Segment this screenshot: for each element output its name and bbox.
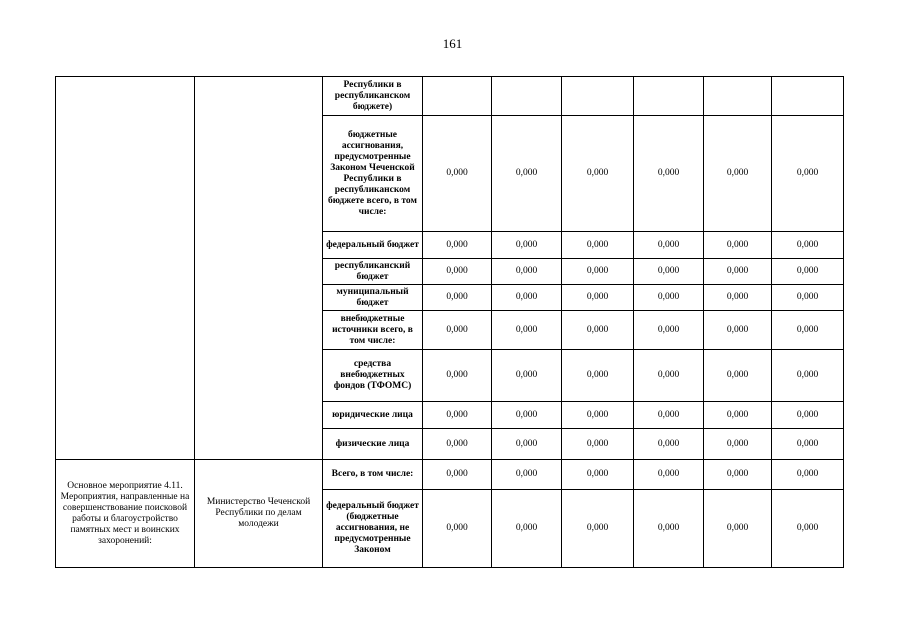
value-cell: 0,000 <box>423 259 492 285</box>
value-cell <box>492 77 562 116</box>
value-cell: 0,000 <box>704 285 772 311</box>
value-cell: 0,000 <box>634 490 704 568</box>
value-cell: 0,000 <box>772 402 844 429</box>
value-cell: 0,000 <box>704 460 772 490</box>
value-cell: 0,000 <box>492 350 562 402</box>
executor-cell: Министерство Чеченской Республики по делам молодежи <box>195 460 323 568</box>
value-cell: 0,000 <box>492 116 562 232</box>
value-cell: 0,000 <box>562 285 634 311</box>
value-cell: 0,000 <box>562 311 634 350</box>
value-cell: 0,000 <box>772 350 844 402</box>
value-cell: 0,000 <box>562 402 634 429</box>
funding-source-cell: Республики в республиканском бюджете) <box>323 77 423 116</box>
funding-source-cell: федеральный бюджет <box>323 232 423 259</box>
value-cell: 0,000 <box>492 285 562 311</box>
value-cell: 0,000 <box>423 429 492 460</box>
value-cell: 0,000 <box>634 402 704 429</box>
value-cell <box>634 77 704 116</box>
event-name-cell: Основное мероприятие 4.11. Мероприятия, направленные на совершенствование поисковой работы и благоустройство памятных мест и воинских захоронений: <box>56 460 195 568</box>
funding-source-cell: средства внебюджетных фондов (ТФОМС) <box>323 350 423 402</box>
value-cell: 0,000 <box>562 116 634 232</box>
value-cell: 0,000 <box>423 232 492 259</box>
value-cell: 0,000 <box>562 429 634 460</box>
value-cell: 0,000 <box>423 285 492 311</box>
value-cell: 0,000 <box>492 460 562 490</box>
value-cell: 0,000 <box>704 259 772 285</box>
value-cell: 0,000 <box>634 460 704 490</box>
value-cell: 0,000 <box>423 350 492 402</box>
table-row <box>56 460 844 490</box>
value-cell: 0,000 <box>704 232 772 259</box>
budget-table <box>55 76 844 568</box>
value-cell: 0,000 <box>634 285 704 311</box>
value-cell: 0,000 <box>492 429 562 460</box>
funding-source-cell: юридические лица <box>323 402 423 429</box>
funding-source-cell: бюджетные ассигнования, предусмотренные Законом Чеченской Республики в республиканском бюджете всего, в том числе: <box>323 116 423 232</box>
value-cell: 0,000 <box>704 350 772 402</box>
value-cell: 0,000 <box>772 311 844 350</box>
value-cell: 0,000 <box>772 232 844 259</box>
funding-source-cell: муниципальный бюджет <box>323 285 423 311</box>
value-cell: 0,000 <box>562 350 634 402</box>
funding-source-cell: внебюджетные источники всего, в том числе: <box>323 311 423 350</box>
value-cell: 0,000 <box>704 311 772 350</box>
value-cell: 0,000 <box>704 116 772 232</box>
value-cell: 0,000 <box>634 311 704 350</box>
table-row <box>56 77 844 116</box>
executor-cell <box>195 77 323 460</box>
value-cell: 0,000 <box>772 285 844 311</box>
value-cell: 0,000 <box>423 116 492 232</box>
value-cell <box>704 77 772 116</box>
value-cell: 0,000 <box>423 490 492 568</box>
value-cell: 0,000 <box>772 116 844 232</box>
value-cell: 0,000 <box>492 232 562 259</box>
value-cell: 0,000 <box>634 350 704 402</box>
value-cell: 0,000 <box>634 232 704 259</box>
value-cell: 0,000 <box>492 402 562 429</box>
page-number: 161 <box>442 36 463 51</box>
value-cell: 0,000 <box>492 490 562 568</box>
event-name-cell <box>56 77 195 460</box>
value-cell: 0,000 <box>562 259 634 285</box>
funding-source-cell: физические лица <box>323 429 423 460</box>
value-cell: 0,000 <box>492 311 562 350</box>
funding-source-cell: республиканский бюджет <box>323 259 423 285</box>
funding-source-cell: федеральный бюджет (бюджетные ассигнования, не предусмотренные Законом <box>323 490 423 568</box>
value-cell: 0,000 <box>562 460 634 490</box>
value-cell: 0,000 <box>772 259 844 285</box>
value-cell: 0,000 <box>423 402 492 429</box>
value-cell: 0,000 <box>634 116 704 232</box>
value-cell: 0,000 <box>772 429 844 460</box>
value-cell <box>562 77 634 116</box>
value-cell: 0,000 <box>634 259 704 285</box>
value-cell: 0,000 <box>423 460 492 490</box>
value-cell: 0,000 <box>492 259 562 285</box>
value-cell <box>423 77 492 116</box>
value-cell: 0,000 <box>704 490 772 568</box>
value-cell: 0,000 <box>704 402 772 429</box>
value-cell: 0,000 <box>562 490 634 568</box>
value-cell: 0,000 <box>704 429 772 460</box>
value-cell: 0,000 <box>562 232 634 259</box>
value-cell: 0,000 <box>423 311 492 350</box>
value-cell: 0,000 <box>772 490 844 568</box>
value-cell <box>772 77 844 116</box>
value-cell: 0,000 <box>772 460 844 490</box>
value-cell: 0,000 <box>634 429 704 460</box>
funding-source-cell: Всего, в том числе: <box>323 460 423 490</box>
